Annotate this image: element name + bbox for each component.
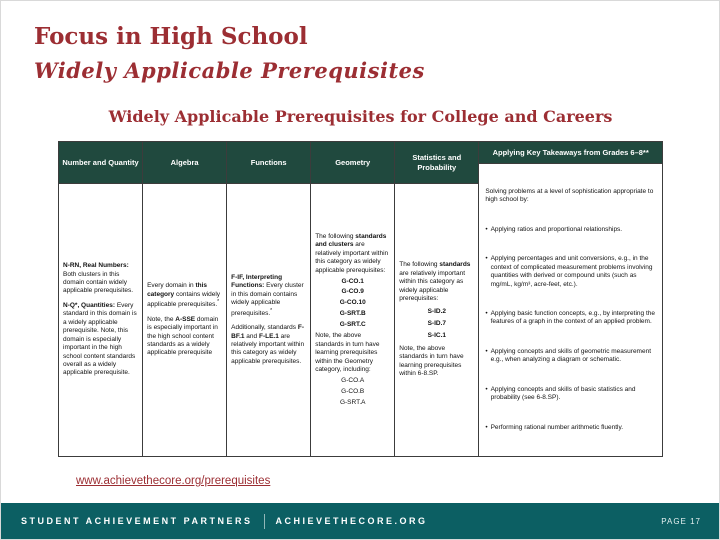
bullet-item (485, 226, 656, 234)
cell-text (147, 282, 220, 308)
cell-paragraph (315, 310, 390, 318)
cell-text (63, 302, 137, 377)
cell-text (485, 188, 653, 203)
cell-text (491, 386, 656, 403)
bullet-item (485, 424, 656, 432)
cell-text (340, 399, 366, 406)
table-column (142, 142, 226, 456)
bold-text: G-CO.1 (341, 277, 364, 285)
footer-divider (264, 514, 265, 529)
text: G-CO.B (341, 387, 365, 395)
text: domain is especially important in the high school content standards as a widely applicable prerequisite (147, 315, 219, 357)
text: and (244, 332, 259, 340)
bold-text: N-RN, Real Numbers: (63, 262, 129, 270)
column-header: Functions (227, 142, 310, 184)
bold-text: G-CO.9 (341, 288, 364, 296)
table-cell (395, 184, 478, 456)
bold-text: this category (147, 282, 208, 298)
prerequisites-table (58, 141, 663, 457)
bold-text: standards (439, 261, 471, 269)
cell-text (315, 233, 388, 274)
cell-text (428, 308, 446, 315)
bold-text: G-SRT.C (339, 321, 366, 329)
footnote-marker: * (217, 299, 220, 306)
footer-org: STUDENT ACHIEVEMENT PARTNERS (21, 516, 253, 526)
table-title: Widely Applicable Prerequisites for College and Careers (108, 107, 613, 126)
cell-paragraph (315, 332, 390, 374)
column-header: Algebra (143, 142, 226, 184)
cell-paragraph (315, 233, 390, 275)
cell-text (231, 274, 304, 317)
column-header: Number and Quantity (59, 142, 142, 184)
bold-text: F-IF, Interpreting Functions: (231, 273, 283, 290)
cell-text (340, 321, 366, 328)
bold-text: N-Q*, Quantities: (63, 301, 116, 309)
text: Applying concepts and skills of basic statistics and probability (see 6-8.SP). (490, 385, 636, 402)
bullet-icon: • (485, 347, 488, 355)
cell-paragraph (485, 188, 656, 205)
text: Note, the above standards in turn have learning prerequisites within the Geometry category, including: (315, 332, 380, 373)
text: Every domain in (147, 282, 196, 290)
bullet-item (485, 255, 656, 289)
cell-text (63, 262, 133, 294)
cell-paragraph (315, 321, 390, 329)
cell-text (491, 255, 656, 289)
cell-paragraph (315, 377, 390, 385)
prerequisites-link[interactable]: www.achievethecore.org/prerequisites (76, 475, 271, 487)
text: contains widely applicable prerequisites. (147, 290, 221, 309)
text: are relatively important within this category as widely applicable prerequisites. (231, 332, 305, 365)
text: G-SRT.A (339, 398, 366, 406)
cell-text (342, 288, 364, 295)
bold-text: standards and clusters (315, 232, 387, 249)
bold-text: G-CO.10 (339, 299, 366, 307)
bullet-icon: • (485, 385, 488, 393)
text: Both clusters in this domain contain widely applicable prerequisites. (63, 270, 134, 295)
cell-text (491, 226, 623, 234)
cell-paragraph (315, 388, 390, 396)
footer-bar (1, 503, 720, 539)
table-cell (479, 164, 662, 456)
table-column (478, 142, 662, 456)
cell-text (491, 310, 656, 327)
column-header: Geometry (311, 142, 394, 184)
cell-paragraph (399, 261, 474, 303)
page-subtitle: Widely Applicable Prerequisites (34, 58, 425, 83)
text: Solving problems at a level of sophistication appropriate to high school by: (485, 187, 654, 204)
cell-text (341, 388, 364, 395)
cell-paragraph (399, 332, 474, 340)
text: Note, the above standards in turn have learning prerequisites within 6-8.SP. (399, 344, 464, 378)
column-header: Statistics and Probability (395, 142, 478, 184)
table-column (226, 142, 310, 456)
bullet-icon: • (485, 225, 488, 233)
text: Note, the (147, 315, 176, 323)
bold-text: A-SSE (175, 315, 196, 323)
bullet-item (485, 386, 656, 403)
footer-page-number: PAGE 17 (661, 516, 701, 526)
bullet-item (485, 310, 656, 327)
bold-text: F-LE.1 (258, 332, 279, 340)
cell-text (340, 299, 366, 306)
cell-paragraph (315, 399, 390, 407)
cell-paragraph (315, 299, 390, 307)
cell-paragraph (399, 320, 474, 328)
bold-text: F-BF.1 (231, 324, 304, 340)
table-cell (227, 184, 310, 456)
cell-paragraph (147, 282, 222, 309)
text: Every cluster in this domain contains widely applicable prerequisites. (231, 282, 304, 317)
cell-paragraph (231, 274, 306, 318)
text: Additionally, standards (231, 324, 298, 332)
cell-paragraph (399, 308, 474, 316)
cell-text (399, 261, 470, 302)
text: are relatively important within this category as widely applicable prerequisites: (399, 269, 465, 303)
table-cell (311, 184, 394, 456)
cell-text (231, 324, 304, 365)
text: are relatively important within this category as widely applicable prerequisites: (315, 241, 389, 274)
cell-paragraph (63, 262, 138, 296)
bullet-icon: • (485, 310, 488, 317)
bold-text: S-IC.1 (427, 332, 446, 340)
column-header: Applying Key Takeaways from Grades 6–8** (479, 142, 662, 164)
bullet-item (485, 348, 656, 365)
bold-text: G-SRT.B (339, 310, 366, 318)
cell-paragraph (315, 278, 390, 286)
cell-paragraph (315, 288, 390, 296)
bullet-icon: • (485, 255, 488, 263)
bold-text: S-ID.2 (427, 307, 446, 315)
footnote-marker: * (270, 307, 273, 314)
text: Performing rational number arithmetic fluently. (490, 423, 624, 431)
cell-text (340, 310, 366, 317)
cell-text (491, 424, 623, 432)
text: The following (315, 232, 356, 240)
text: G-CO.A (341, 376, 365, 384)
cell-paragraph (231, 324, 306, 366)
cell-paragraph (147, 316, 222, 358)
cell-text (428, 320, 446, 327)
text: Applying percentages and unit conversions, e.g., in the context of complicated measurement problems involving quantities with derived or compound units (such as mg/mL, kg/m³, acre-feet, etc.). (490, 255, 653, 288)
cell-text (399, 345, 463, 377)
cell-text (147, 316, 218, 357)
text: Applying ratios and proportional relationships. (490, 225, 623, 233)
text: The following (399, 261, 440, 269)
footer-site: ACHIEVETHECORE.ORG (275, 516, 428, 526)
text: Every standard in this domain is a widely applicable prerequisite. Note, this domain is especially important in the high school content standards overall as a widely applicable prerequisite. (63, 301, 137, 377)
bullet-icon: • (485, 423, 488, 431)
table-cell (143, 184, 226, 456)
table-column (394, 142, 478, 456)
cell-text (341, 377, 364, 384)
cell-text (315, 332, 379, 373)
table-cell (59, 184, 142, 456)
text: Applying concepts and skills of geometric measurement e.g., when analyzing a diagram or schematic. (490, 347, 652, 364)
text: Applying basic function concepts, e.g., by interpreting the features of a graph in the context of an applied problem. (490, 310, 655, 326)
cell-text (342, 278, 364, 285)
bold-text: S-ID.7 (427, 320, 446, 327)
cell-paragraph (63, 302, 138, 378)
cell-paragraph (399, 345, 474, 379)
cell-text (428, 332, 446, 339)
table-column (59, 142, 142, 456)
page-title: Focus in High School (34, 23, 308, 50)
cell-text (491, 348, 656, 365)
table-column (310, 142, 394, 456)
